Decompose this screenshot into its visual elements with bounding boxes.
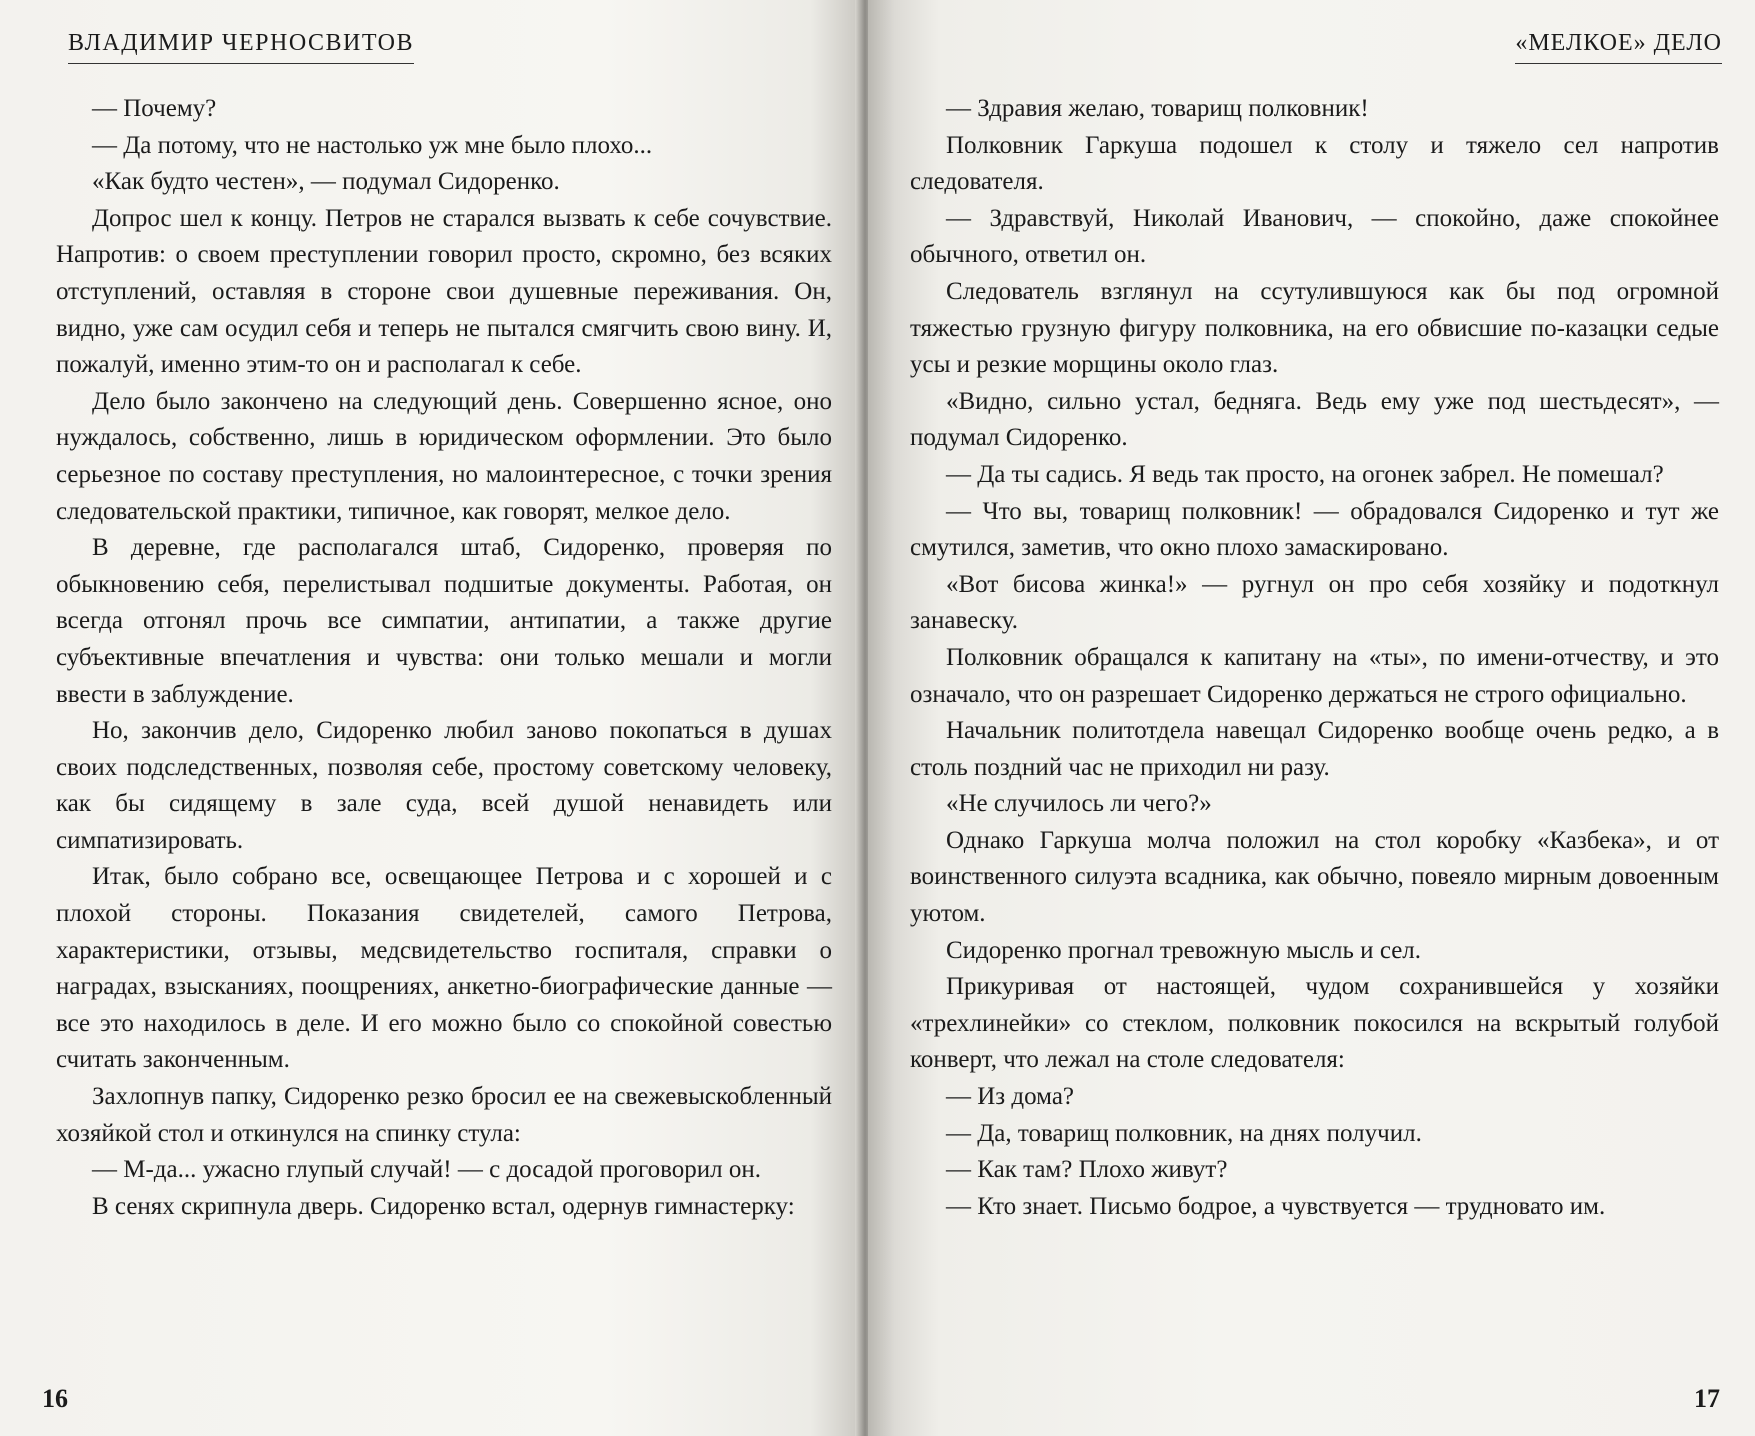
paragraph: Итак, было собрано все, освещающее Петрова и с хорошей и с плохой стороны. Показания свидетелей, самого Петрова, характеристики, отзывы, медсвидетельство госпиталя, справки о наградах, взысканиях, поощрениях, анкетно-биографические данные — все это находилось в деле. И его можно было со спокойной совестью считать законченным.: [56, 863, 832, 1074]
paragraph: Сидоренко прогнал тревожную мысль и сел.: [946, 936, 1422, 964]
paragraph: — Что вы, товарищ полковник! — обрадовался Сидоренко и тут же смутился, заметив, что окно плохо замаскировано.: [910, 497, 1719, 562]
paragraph: Следователь взглянул на ссутулившуюся как бы под огромной тяжестью грузную фигуру полковника, на его обвисшие по-казацки седые усы и резкие морщины около глаз.: [910, 277, 1719, 379]
paragraph: Допрос шел к концу. Петров не старался вызвать к себе сочувствие. Напротив: о своем преступлении говорил просто, скромно, без всяких отступлений, оставляя в стороне свои душевные переживания. Он, видно, уже сам осудил себя и теперь не пытался смягчить свою вину. И, пожалуй, именно этим-то он и располагал к себе.: [56, 204, 832, 379]
paragraph: — Да потому, что не настолько уж мне было плохо...: [92, 131, 653, 159]
left-page: [0, 0, 862, 1436]
left-page-text: [56, 91, 832, 1225]
paragraph: — Да, товарищ полковник, на днях получил.: [946, 1119, 1422, 1147]
paragraph: — Здравия желаю, товарищ полковник!: [946, 95, 1369, 122]
paragraph: Прикуривая от настоящей, чудом сохранившейся у хозяйки «трехлинейки» со стеклом, полковник покосился на вскрытый голубой конверт, что лежал на столе следователя:: [910, 973, 1719, 1074]
right-page-text: [910, 91, 1719, 1225]
page-number-right: 17: [1694, 1384, 1720, 1413]
paragraph: «Как будто честен», — подумал Сидоренко.: [92, 168, 560, 196]
paragraph: — Здравствуй, Николай Иванович, — спокойно, даже спокойнее обычного, ответил он.: [910, 204, 1719, 269]
running-head-author: ВЛАДИМИР ЧЕРНОСВИТОВ: [68, 30, 414, 64]
paragraph: — М-да... ужасно глупый случай! — с досадой проговорил он.: [92, 1156, 762, 1184]
paragraph: Полковник Гаркуша подошел к столу и тяжело сел напротив следователя.: [910, 131, 1719, 196]
paragraph: В сенях скрипнула дверь. Сидоренко встал, одернув гимнастерку:: [92, 1192, 795, 1220]
paragraph: Дело было закончено на следующий день. Совершенно ясное, оно нуждалось, собственно, лишь в юридическом оформлении. Это было серьезное по составу преступления, но малоинтересное, с точки зрения следовательской практики, типичное, как говорят, мелкое дело.: [56, 387, 832, 525]
paragraph: — Из дома?: [946, 1083, 1075, 1111]
paragraph: Полковник обращался к капитану на «ты», по имени-отчеству, и это означало, что он разрешает Сидоренко держаться не строго официально.: [910, 643, 1719, 708]
paragraph: — Как там? Плохо живут?: [946, 1156, 1228, 1184]
paragraph: Начальник политотдела навещал Сидоренко вообще очень редко, а в столь поздний час не приходил ни разу.: [910, 717, 1719, 781]
running-head-title: «МЕЛКОЕ» ДЕЛО: [1515, 30, 1722, 64]
paragraph: «Вот бисова жинка!» — ругнул он про себя хозяйку и подоткнул занавеску.: [910, 570, 1719, 635]
paragraph: В деревне, где располагался штаб, Сидоренко, проверяя по обыкновению себя, перелистывал подшитые документы. Работая, он всегда отгонял прочь все симпатии, антипатии, а также другие субъективные впечатления и чувства: они только мешали и могли ввести в заблуждение.: [56, 534, 832, 708]
paragraph: — Кто знает. Письмо бодрое, а чувствуется — трудновато им.: [946, 1192, 1606, 1220]
right-page: [868, 0, 1755, 1436]
paragraph: — Почему?: [92, 95, 217, 122]
paragraph: Захлопнув папку, Сидоренко резко бросил ее на свежевыскобленный хозяйкой стол и откинулся на спинку стула:: [56, 1083, 832, 1147]
paragraph: «Не случилось ли чего?»: [946, 790, 1212, 818]
paragraph: «Видно, сильно устал, бедняга. Ведь ему уже под шестьдесят», — подумал Сидоренко.: [910, 387, 1719, 452]
page-number-left: 16: [42, 1384, 68, 1413]
paragraph: — Да ты садись. Я ведь так просто, на огонек забрел. Не помешал?: [946, 460, 1664, 488]
paragraph: Но, закончив дело, Сидоренко любил заново покопаться в душах своих подследственных, позволяя себе, простому советскому человеку, как бы сидящему в зале суда, всей душой ненавидеть или симпатизировать.: [56, 717, 832, 854]
paragraph: Однако Гаркуша молча положил на стол коробку «Казбека», и от воинственного силуэта всадника, как обычно, повеяло мирным довоенным уютом.: [910, 826, 1719, 928]
